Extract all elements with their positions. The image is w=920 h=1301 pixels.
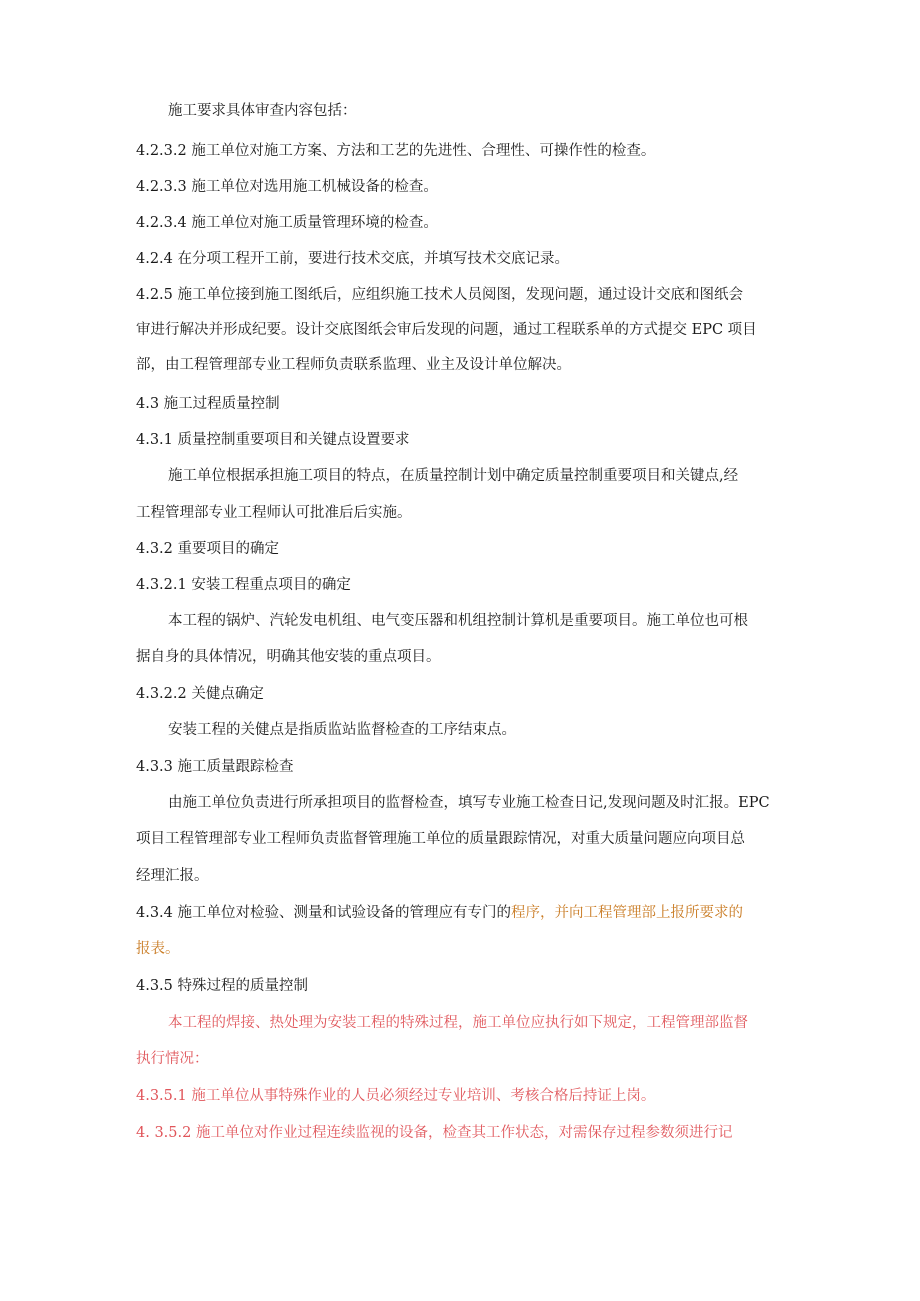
paragraph-line: 施工单位根据承担施工项目的特点，在质量控制计划中确定质量控制重要项目和关键点,经 <box>168 468 739 484</box>
paragraph-line: 本工程的锅炉、汽轮发电机组、电气变压器和机组控制计算机是重要项目。施工单位也可根 <box>168 613 748 629</box>
paragraph-line: 经理汇报。 <box>136 868 209 884</box>
paragraph-line: 4. 3.5.2 施工单位对作业过程连续监视的设备，检查其工作状态，对需保存过程参数须进行记 <box>136 1125 733 1141</box>
section-heading: 4.3.2.2 关健点确定 <box>136 686 264 702</box>
paragraph-line <box>136 903 788 923</box>
paragraph-line: 执行情况： <box>136 1051 209 1067</box>
paragraph-line: 4.2.5 施工单位接到施工图纸后，应组织施工技术人员阅图，发现问题，通过设计交底和图纸会 <box>136 287 743 303</box>
section-heading: 4.3.2 重要项目的确定 <box>136 541 280 557</box>
paragraph-line: 施工要求具体审查内容包括： <box>168 103 357 119</box>
paragraph-line: 工程管理部专业工程师认可批准后后实施。 <box>136 505 412 521</box>
highlighted-text-segment: 程序，并向工程管理部上报所要求的 <box>511 905 744 921</box>
text-segment: 4.3.4 施工单位对检验、测量和试验设备的管理应有专门的 <box>136 905 512 921</box>
paragraph-line: 4.2.3.2 施工单位对施工方案、方法和工艺的先进性、合理性、可操作性的检查。 <box>136 143 656 159</box>
paragraph-line: 项目工程管理部专业工程师负责监督管理施工单位的质量跟踪情况，对重大质量问题应向项目总 <box>136 831 745 847</box>
paragraph-line: 安装工程的关健点是指质监站监督检查的工序结束点。 <box>168 722 516 738</box>
paragraph-line: 4.2.4 在分项工程开工前，要进行技术交底，并填写技术交底记录。 <box>136 251 570 267</box>
paragraph-line: 4.2.3.3 施工单位对选用施工机械设备的检查。 <box>136 179 438 195</box>
section-heading: 4.3.1 质量控制重要项目和关键点设置要求 <box>136 432 410 448</box>
section-heading: 4.3.3 施工质量跟踪检查 <box>136 759 294 775</box>
paragraph-line: 部，由工程管理部专业工程师负责联系监理、业主及设计单位解决。 <box>136 357 571 373</box>
section-heading: 4.3.2.1 安装工程重点项目的确定 <box>136 577 351 593</box>
paragraph-line: 审进行解决并形成纪要。设计交底图纸会审后发现的问题，通过工程联系单的方式提交 EPC 项目 <box>136 322 757 338</box>
paragraph-line: 据自身的具体情况，明确其他安装的重点项目。 <box>136 649 441 665</box>
section-heading: 4.3 施工过程质量控制 <box>136 396 280 412</box>
paragraph-line: 由施工单位负责进行所承担项目的监督检查，填写专业施工检查日记,发现问题及时汇报。EPC <box>168 795 770 811</box>
paragraph-line: 4.2.3.4 施工单位对施工质量管理环境的检查。 <box>136 215 438 231</box>
section-heading: 4.3.5 特殊过程的质量控制 <box>136 978 309 994</box>
paragraph-line: 4.3.5.1 施工单位从事特殊作业的人员必须经过专业培训、考核合格后持证上岗。 <box>136 1088 656 1104</box>
paragraph-line: 报表。 <box>136 941 180 957</box>
paragraph-line: 本工程的焊接、热处理为安装工程的特殊过程，施工单位应执行如下规定，工程管理部监督 <box>168 1015 748 1031</box>
